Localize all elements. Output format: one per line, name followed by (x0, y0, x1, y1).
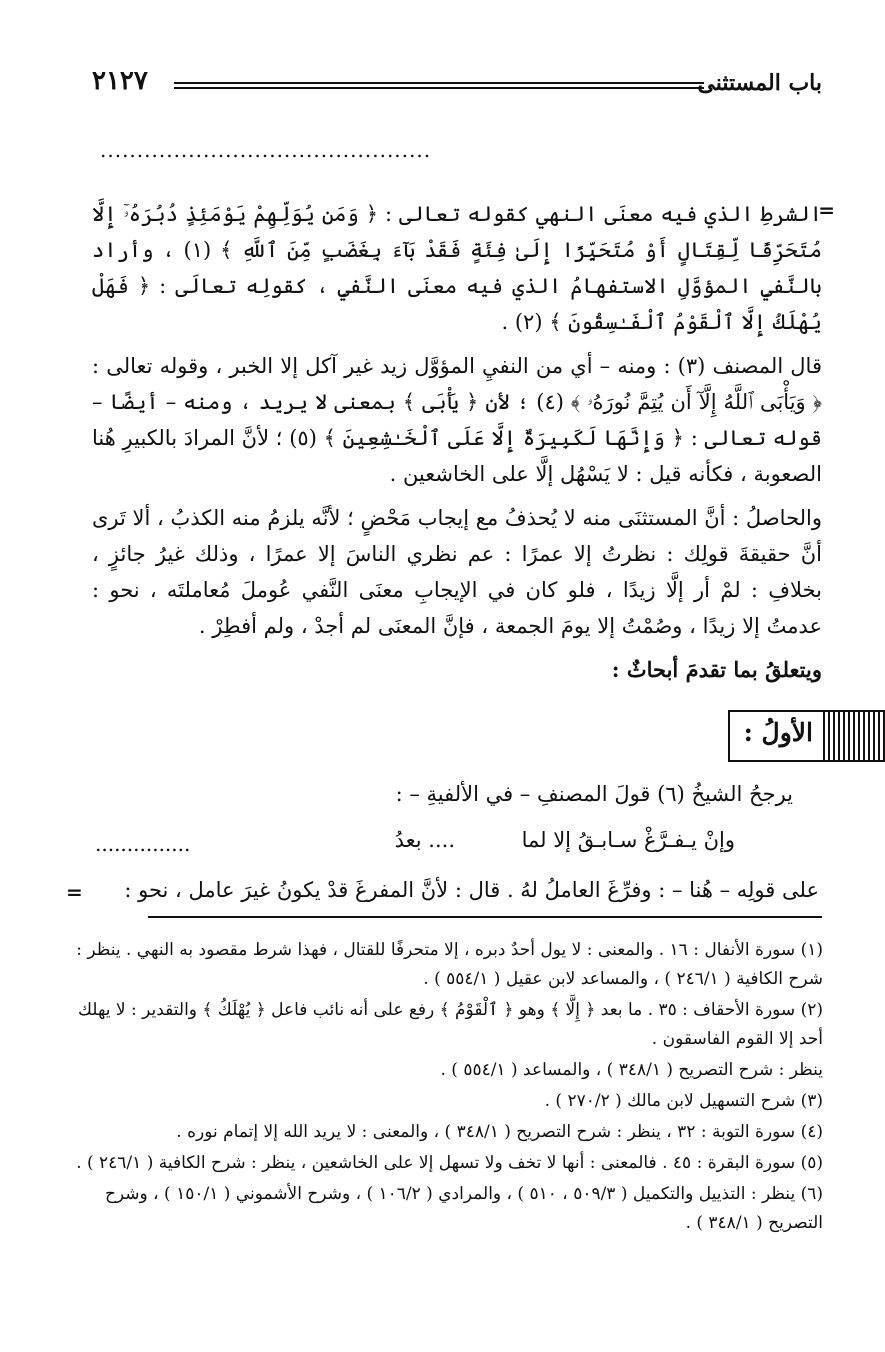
continuation-mark-bottom: = (66, 880, 83, 904)
footnote-1: (١) سورة الأنفال : ١٦ . والمعنى : لا يول أحدٌ دبره ، إلا متحرفًا للقتال ، فهذا شرط مقصود به النهي . ينظر : شرح الكافية ( ٢٤٦/١ ) ، والمساعد لابن عقيل ( ٥٥٤/١ ) . (76, 940, 823, 989)
footnote-4: (٤) سورة التوبة : ٣٢ ، ينظر : شرح التصريح ( ٣٤٨/١ ) ، والمعنى : لا يريد الله إلا إتمام نوره . (176, 1122, 823, 1142)
text-line: يرجحُ الشيخُ (٦) قولَ المصنفِ – في الألفيةِ – : (395, 782, 793, 806)
verse-hemistich-1: وإنْ يـفـرَّغْ سـابـقُ إلا لما (521, 828, 735, 852)
paragraph-4: ويتعلقُ بما تقدمَ أبحاثٌ : (611, 657, 822, 682)
footnotes (63, 936, 823, 1240)
main-text (92, 196, 822, 696)
chapter-title: باب المستثنى (697, 70, 822, 96)
footnote-2: (٢) سورة الأحقاف : ٣٥ . ما بعد ﴿ إِلَّا ﴾ وهو ﴿ ٱلْقَوْمُ ﴾ رفع على أنه نائب فاعل ﴿ يُهْلَكُ ﴾ والتقدير : لا يهلك أحد إلا القوم الفاسقون . (77, 1000, 823, 1049)
heading-ornament (823, 712, 885, 760)
text-line-last: على قولِه – هُنا – : وفرِّغَ العاملُ لهُ . قال : لأنَّ المفرغَ قدْ يكونُ غيرَ عامل ، نحو : (124, 878, 819, 902)
footnote-6: (٦) ينظر : التذييل والتكميل ( ٥٠٩/٣ ، ٥١٠ ) ، والمرادي ( ١٠٦/٢ ) ، وشرح الأشموني ( ١٥٠/١ ) ، وشرح التصريح ( ٣٤٨/١ ) . (104, 1184, 823, 1233)
paragraph-1: الشرطِ الذي فيه معنَى النهي كقوله تعالى : ﴿ وَمَن يُوَلِّهِمْ يَوْمَئِذٍ دُبُرَهُۥٓ إِلَّا مُتَحَرِّفًا لِّقِتَالٍ أَوْ مُتَحَيِّزًا إِلَىٰ فِئَةٍ فَقَدْ بَآءَ بِغَضَبٍ مِّنَ ٱللَّهِ ﴾ (١) ، وأراد بالنَّفيِ المؤوَّلِ الاستفهامُ الذي فيه معنَى النَّفيِ ، كقولِه تعالَى : ﴿ فَهَلْ يُهْلَكُ إِلَّا ٱلْقَوْمُ ٱلْفَـٰسِقُونَ ﴾ (٢) . (92, 202, 823, 334)
verse-hemistich-2: .... بعدُ (394, 828, 455, 852)
section-heading: الأولُ : (743, 718, 813, 747)
footnote-divider (148, 916, 822, 918)
running-header (92, 64, 822, 108)
paragraph-3: والحاصلُ : أنَّ المستثنَى منه لا يُحذفُ مع إيجاب مَحْضٍ ؛ لأنَّه يلزمُ منه الكذبُ ، ألا تَرى أنَّ حقيقةَ قولِك : نظرتُ إلا عمرًا : عم نظري الناسَ إلا عمرًا ، وذلك غيرُ جائزٍ ، بخلافِ : لمْ أر إلَّا زيدًا ، فلو كان في الإيجابِ معنَى النَّفي عُوملَ مُعاملتَه ، نحو : عدمتُ إلا زيدًا ، وصُمْتُ إلا يومَ الجمعة ، فإنَّ المعنَى لم أجدْ ، ولم أفطِرْ . (92, 506, 822, 638)
page-number: ٢١٢٧ (92, 66, 148, 96)
footnote-5: (٥) سورة البقرة : ٤٥ . فالمعنى : أنها لا تخف ولا تسهل إلا على الخاشعين ، ينظر : شرح الكافية ( ٢٤٦/١ ) . (76, 1153, 823, 1173)
footnote-3: (٣) شرح التسهيل لابن مالك ( ٢٧٠/٢ ) . (544, 1091, 823, 1111)
verse-dots: ............... (95, 832, 191, 856)
header-rule (174, 82, 704, 89)
section-heading-box (728, 710, 885, 762)
footnote-2-ref: ينظر : شرح التصريح ( ٣٤٨/١ ) ، والمساعد ( ٥٥٤/١ ) . (440, 1060, 823, 1080)
separator-dots: ............................................. (100, 138, 432, 162)
paragraph-2: قال المصنف (٣) : ومنه – أي من النفيِ المؤوَّل زيد غير آكل إلا الخبر ، وقوله تعالى : ﴿ وَيَأْبَى ٱللَّهُ إِلَّآ أَن يُتِمَّ نُورَهُۥ ﴾ (٤) ؛ لأن ﴿ يَأْبَى ﴾ بمعنى لا يريد ، ومنه – أيضًا – قوله تعالى : ﴿ وَإِنَّهَا لَكَبِيرَةٌ إِلَّا عَلَى ٱلْخَـٰشِعِينَ ﴾ (٥) ؛ لأنَّ المرادَ بالكبيرِ هُنا الصعوبة ، فكأنه قيل : لا يَسْهُل إلَّا على الخاشعين . (92, 354, 822, 486)
continuation-mark: = (818, 198, 835, 222)
